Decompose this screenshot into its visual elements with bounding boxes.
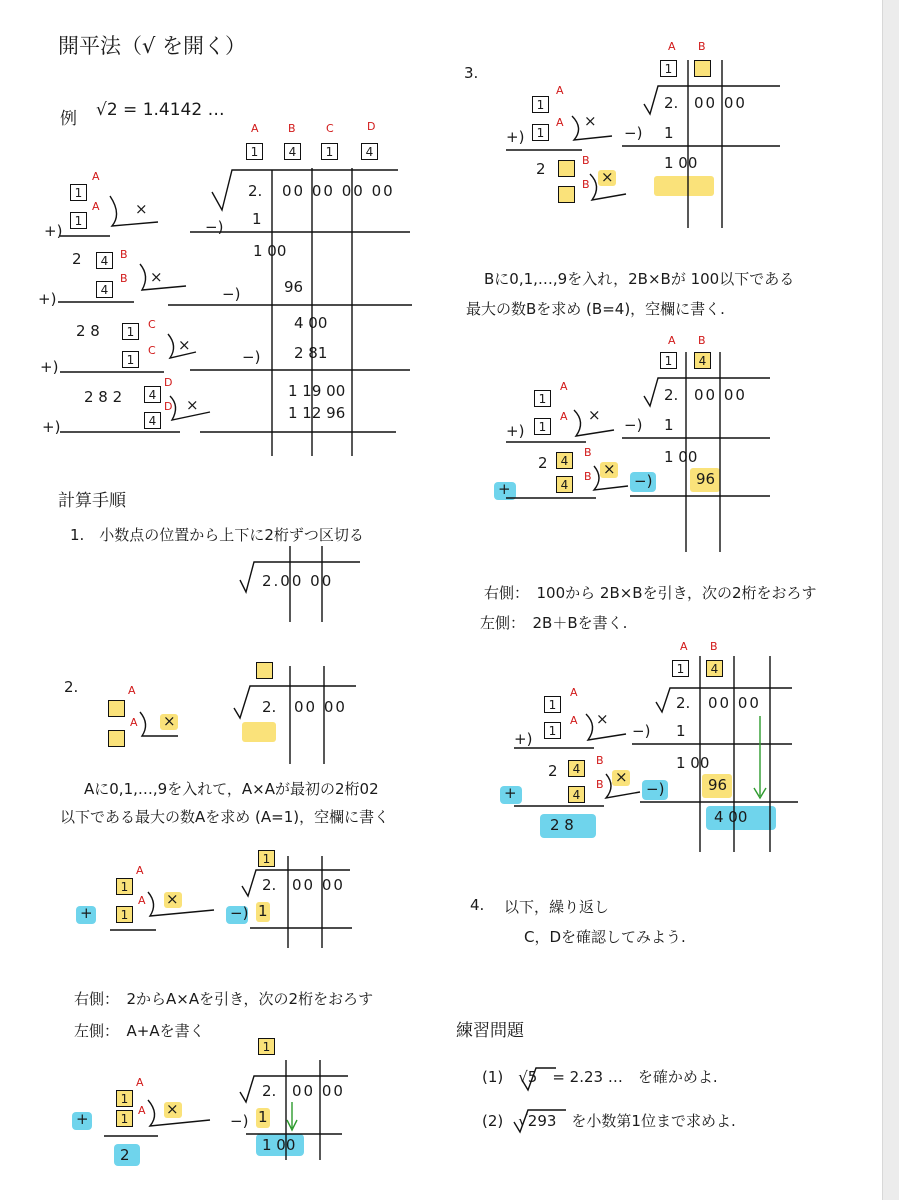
a-box: 1	[534, 418, 551, 435]
example-expression: √2 = 1.4142 …	[96, 100, 225, 120]
col-label-b: B	[288, 122, 296, 135]
minus-sign: −)	[624, 124, 643, 142]
step3-text-2: 最大の数Bを求め (B=4)，空欄に書く.	[466, 300, 725, 318]
row-96: 96	[284, 278, 304, 296]
digit-a-box: 1	[246, 143, 263, 160]
procedure-heading: 計算手順	[58, 491, 126, 511]
a-box: 1	[660, 352, 677, 369]
times-sign: ×	[135, 200, 148, 218]
radicand-rest: 00 00	[708, 694, 761, 712]
plus-sign: +	[80, 904, 93, 922]
radicand-rest: 00 00	[292, 876, 345, 894]
label-a: A	[570, 714, 578, 727]
times-sign: ×	[603, 460, 616, 478]
left-282: 2 8 2	[84, 388, 123, 406]
radicand: 2.	[664, 94, 679, 112]
b-box: 4	[556, 452, 573, 469]
minus-sign: −)	[230, 904, 249, 922]
b-box: 4	[568, 760, 585, 777]
b-box: 4	[694, 352, 711, 369]
b-box: 4	[556, 476, 573, 493]
a-box: 1	[70, 184, 87, 201]
left-2: 2	[72, 250, 82, 268]
a-box: 1	[258, 850, 275, 867]
a-box: 1	[258, 1038, 275, 1055]
times-sign: ×	[150, 268, 163, 286]
step2-right: 右側： 2からA×Aを引き，次の2桁をおろす	[74, 990, 374, 1008]
radicand: 2.	[262, 1082, 277, 1100]
a-box: 1	[116, 1090, 133, 1107]
step1-text: 1. 小数点の位置から上下に2桁ずつ区切る	[70, 526, 364, 544]
subtract-96: 96	[696, 470, 716, 488]
radicand-rest: 00 00	[294, 698, 347, 716]
radicand-rest: 00 00	[292, 1082, 345, 1100]
label-a: A	[570, 686, 578, 699]
radicand-rest: 00 00	[694, 386, 747, 404]
digit-b-box: 4	[284, 143, 301, 160]
subtract-1: 1	[258, 902, 268, 920]
plus-op: +)	[42, 418, 61, 436]
b-box: 4	[706, 660, 723, 677]
a-box: 1	[532, 96, 549, 113]
minus-sign: −)	[632, 722, 651, 740]
times-sign: ×	[588, 406, 601, 424]
times-sign: ×	[163, 712, 176, 730]
step3-text-1: Bに0,1,…,9を入れ，2B×Bが 100以下である	[484, 270, 795, 288]
minus-sign: −)	[624, 416, 643, 434]
label-a: A	[556, 84, 564, 97]
subtract-1: 1	[664, 416, 674, 434]
minus-op: −)	[222, 285, 241, 303]
remainder-100: 1 00	[664, 448, 698, 466]
times-sign: ×	[178, 336, 191, 354]
c-box: 1	[122, 323, 139, 340]
label-b: B	[596, 754, 604, 767]
times-sign: ×	[596, 710, 609, 728]
col-label-a: A	[251, 122, 259, 135]
page-title: 開平法（√ を開く）	[58, 34, 247, 58]
minus-op: −)	[242, 348, 261, 366]
step2-number: 2.	[64, 678, 79, 696]
plus-sign: +)	[506, 422, 525, 440]
example-label: 例	[60, 109, 77, 129]
c-box: 1	[122, 351, 139, 368]
row-400: 4 00	[294, 314, 328, 332]
minus-sign: −)	[634, 472, 653, 490]
label-a: A	[556, 116, 564, 129]
row-100: 1 00	[253, 242, 287, 260]
sum-2: 2	[120, 1146, 130, 1164]
step3-right: 右側： 100から 2B×Bを引き，次の2桁をおろす	[484, 584, 817, 602]
radicand: 2.	[664, 386, 679, 404]
subtract-1: 1	[676, 722, 686, 740]
label-a: A	[136, 1076, 144, 1089]
step2-left: 左側： A+Aを書く	[74, 1022, 205, 1040]
col-label-c: C	[326, 122, 334, 135]
a-box: 1	[116, 1110, 133, 1127]
remainder-100: 1 00	[664, 154, 698, 172]
step3-left: 左側： 2B＋Bを書く.	[480, 614, 628, 632]
step2-text-1: Aに0,1,…,9を入れて，A×Aが最初の2桁02	[84, 780, 379, 798]
minus-sign: −)	[230, 1112, 249, 1130]
plus-op: +)	[38, 290, 57, 308]
label-d: D	[164, 376, 173, 389]
radicand: 2.	[676, 694, 691, 712]
label-a: A	[668, 40, 676, 53]
a-box: 1	[116, 878, 133, 895]
a-box: 1	[672, 660, 689, 677]
label-a: A	[128, 684, 136, 697]
label-b: B	[584, 446, 592, 459]
plus-op: +)	[44, 222, 63, 240]
plus-sign: +	[76, 1110, 89, 1128]
label-b: B	[698, 334, 706, 347]
a-box: 1	[70, 212, 87, 229]
times-sign: ×	[186, 396, 199, 414]
remainder-100: 1 00	[262, 1136, 296, 1154]
times-sign: ×	[615, 768, 628, 786]
a-box: 1	[532, 124, 549, 141]
practice-heading: 練習問題	[456, 1021, 524, 1041]
d-box: 4	[144, 386, 161, 403]
label-b: B	[710, 640, 718, 653]
row-11296: 1 12 96	[288, 404, 346, 422]
a-box: 1	[116, 906, 133, 923]
digit-d-box: 4	[361, 143, 378, 160]
minus-op: −)	[205, 218, 224, 236]
times-sign: ×	[584, 112, 597, 130]
left-28: 2 8	[76, 322, 100, 340]
practice-q1: (1) √5 = 2.23 … を確かめよ.	[482, 1068, 718, 1086]
b-box: 4	[568, 786, 585, 803]
practice-q2: (2) √293 を小数第1位まで求めよ.	[482, 1112, 736, 1130]
label-b: B	[120, 272, 128, 285]
remainder-400: 4 00	[714, 808, 748, 826]
step3-number: 3.	[464, 64, 479, 82]
label-a: A	[138, 1104, 146, 1117]
plus-sign: +	[504, 784, 517, 802]
label-a: A	[136, 864, 144, 877]
label-a: A	[138, 894, 146, 907]
plus-sign: +)	[506, 128, 525, 146]
subtract-1: 1	[258, 1108, 268, 1126]
times-sign: ×	[601, 168, 614, 186]
label-b: B	[698, 40, 706, 53]
plus-sign: +)	[514, 730, 533, 748]
a-box: 1	[660, 60, 677, 77]
row-11900: 1 19 00	[288, 382, 346, 400]
b-box: 4	[96, 252, 113, 269]
a-box: 1	[534, 390, 551, 407]
plus-sign: +	[498, 480, 511, 498]
radicand-int: 2.	[248, 182, 263, 200]
radicand: 2.	[262, 698, 277, 716]
times-sign: ×	[166, 890, 179, 908]
a-box: 1	[544, 722, 561, 739]
label-a: A	[560, 410, 568, 423]
radicand-rest: 00 00 00 00	[282, 182, 395, 200]
a-box: 1	[544, 696, 561, 713]
left-2: 2	[538, 454, 548, 472]
label-a: A	[668, 334, 676, 347]
times-sign: ×	[166, 1100, 179, 1118]
step4-number: 4.	[470, 896, 485, 914]
d-box: 4	[144, 412, 161, 429]
row-281: 2 81	[294, 344, 328, 362]
label-b: B	[584, 470, 592, 483]
label-b: B	[596, 778, 604, 791]
label-c: C	[148, 344, 156, 357]
label-a: A	[560, 380, 568, 393]
step2-text-2: 以下である最大の数Aを求め (A=1)，空欄に書く	[60, 808, 390, 826]
label-b: B	[582, 154, 590, 167]
b-box: 4	[96, 281, 113, 298]
radicand: 2.	[262, 876, 277, 894]
label-a: A	[130, 716, 138, 729]
remainder-100: 1 00	[676, 754, 710, 772]
step4-text-1: 以下，繰り返し	[504, 898, 610, 916]
col-label-d: D	[367, 120, 376, 133]
label-c: C	[148, 318, 156, 331]
minus-sign: −)	[646, 780, 665, 798]
step4-text-2: C，Dを確認してみよう.	[524, 928, 686, 946]
label-a: A	[680, 640, 688, 653]
label-a: A	[92, 200, 100, 213]
sum-28: 2 8	[550, 816, 574, 834]
row-1: 1	[252, 210, 262, 228]
label-a: A	[92, 170, 100, 183]
subtract-96: 96	[708, 776, 728, 794]
subtract-1: 1	[664, 124, 674, 142]
step1-radicand: 2.00 00	[262, 572, 334, 590]
left-2: 2	[548, 762, 558, 780]
plus-op: +)	[40, 358, 59, 376]
label-b: B	[120, 248, 128, 261]
left-2: 2	[536, 160, 546, 178]
digit-c-box: 1	[321, 143, 338, 160]
radicand-rest: 00 00	[694, 94, 747, 112]
label-d: D	[164, 400, 173, 413]
label-b: B	[582, 178, 590, 191]
